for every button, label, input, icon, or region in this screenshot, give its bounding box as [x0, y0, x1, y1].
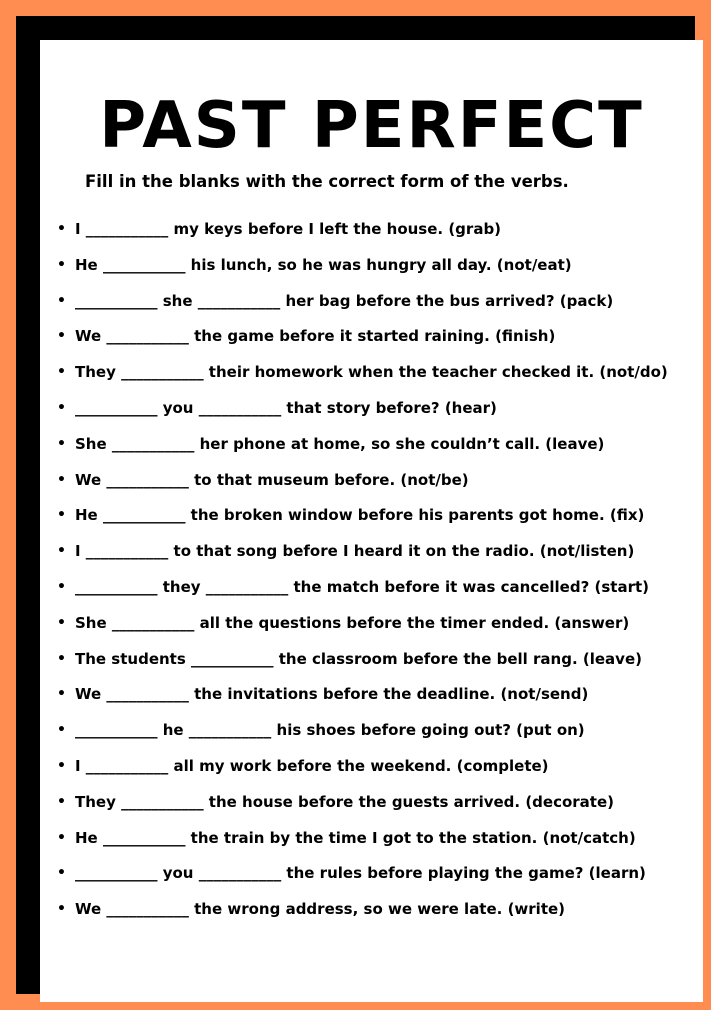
exercise-list	[57, 217, 697, 933]
exercise-text: He ___________ the train by the time I got to the station. (not/catch)	[75, 828, 636, 847]
exercise-item	[57, 324, 697, 360]
exercise-item	[57, 503, 697, 539]
exercise-item	[57, 539, 697, 575]
exercise-item	[57, 575, 697, 611]
exercise-item	[57, 289, 697, 325]
exercise-text: The students ___________ the classroom before the bell rang. (leave)	[75, 649, 642, 668]
bullet-icon: •	[57, 793, 66, 810]
exercise-item	[57, 682, 697, 718]
exercise-text: They ___________ their homework when the teacher checked it. (not/do)	[75, 363, 668, 382]
exercise-text: They ___________ the house before the guests arrived. (decorate)	[75, 792, 615, 811]
exercise-item	[57, 826, 697, 862]
exercise-text: He ___________ the broken window before his parents got home. (fix)	[75, 506, 645, 525]
exercise-text: ___________ he ___________ his shoes before going out? (put on)	[75, 721, 585, 740]
bullet-icon: •	[57, 471, 66, 488]
exercise-item	[57, 718, 697, 754]
bullet-icon: •	[57, 722, 66, 739]
bullet-icon: •	[57, 292, 66, 309]
bullet-icon: •	[57, 256, 66, 273]
bullet-icon: •	[57, 650, 66, 667]
worksheet-frame	[16, 16, 695, 994]
exercise-item	[57, 396, 697, 432]
bullet-icon: •	[57, 328, 66, 345]
exercise-text: He ___________ his lunch, so he was hungry all day. (not/eat)	[75, 255, 572, 274]
bullet-icon: •	[57, 829, 66, 846]
bullet-icon: •	[57, 614, 66, 631]
bullet-icon: •	[57, 578, 66, 595]
exercise-text: We ___________ the wrong address, so we were late. (write)	[75, 900, 566, 919]
exercise-item	[57, 897, 697, 933]
exercise-item	[57, 360, 697, 396]
bullet-icon: •	[57, 901, 66, 918]
exercise-text: I ___________ to that song before I heard it on the radio. (not/listen)	[75, 542, 635, 561]
exercise-item	[57, 754, 697, 790]
exercise-item	[57, 253, 697, 289]
exercise-item	[57, 647, 697, 683]
exercise-text: I ___________ my keys before I left the house. (grab)	[75, 220, 502, 238]
exercise-text: ___________ you ___________ that story before? (hear)	[75, 398, 497, 417]
exercise-item	[57, 468, 697, 504]
bullet-icon: •	[57, 399, 66, 416]
exercise-text: I ___________ all my work before the weekend. (complete)	[75, 756, 549, 775]
bullet-icon: •	[57, 364, 66, 381]
bullet-icon: •	[57, 507, 66, 524]
bullet-icon: •	[57, 686, 66, 703]
worksheet-page	[40, 40, 703, 1002]
bullet-icon: •	[57, 435, 66, 452]
instructions-text: Fill in the blanks with the correct form of the verbs.	[85, 172, 569, 191]
exercise-item	[57, 432, 697, 468]
bullet-icon: •	[57, 221, 66, 237]
exercise-text: She ___________ her phone at home, so she couldn’t call. (leave)	[75, 434, 605, 453]
exercise-item	[57, 611, 697, 647]
exercise-text: ___________ you ___________ the rules before playing the game? (learn)	[75, 864, 646, 883]
worksheet-title: PAST PERFECT	[99, 89, 644, 163]
exercise-text: ___________ she ___________ her bag before the bus arrived? (pack)	[75, 291, 614, 310]
exercise-item	[57, 217, 697, 253]
exercise-text: We ___________ the invitations before the deadline. (not/send)	[75, 685, 589, 704]
exercise-text: We ___________ to that museum before. (not/be)	[75, 470, 469, 489]
bullet-icon: •	[57, 757, 66, 774]
exercise-item	[57, 790, 697, 826]
bullet-icon: •	[57, 865, 66, 882]
exercise-text: We ___________ the game before it started raining. (finish)	[75, 327, 556, 346]
bullet-icon: •	[57, 543, 66, 560]
exercise-text: ___________ they ___________ the match before it was cancelled? (start)	[75, 577, 649, 596]
exercise-text: She ___________ all the questions before the timer ended. (answer)	[75, 613, 630, 632]
exercise-item	[57, 861, 697, 897]
